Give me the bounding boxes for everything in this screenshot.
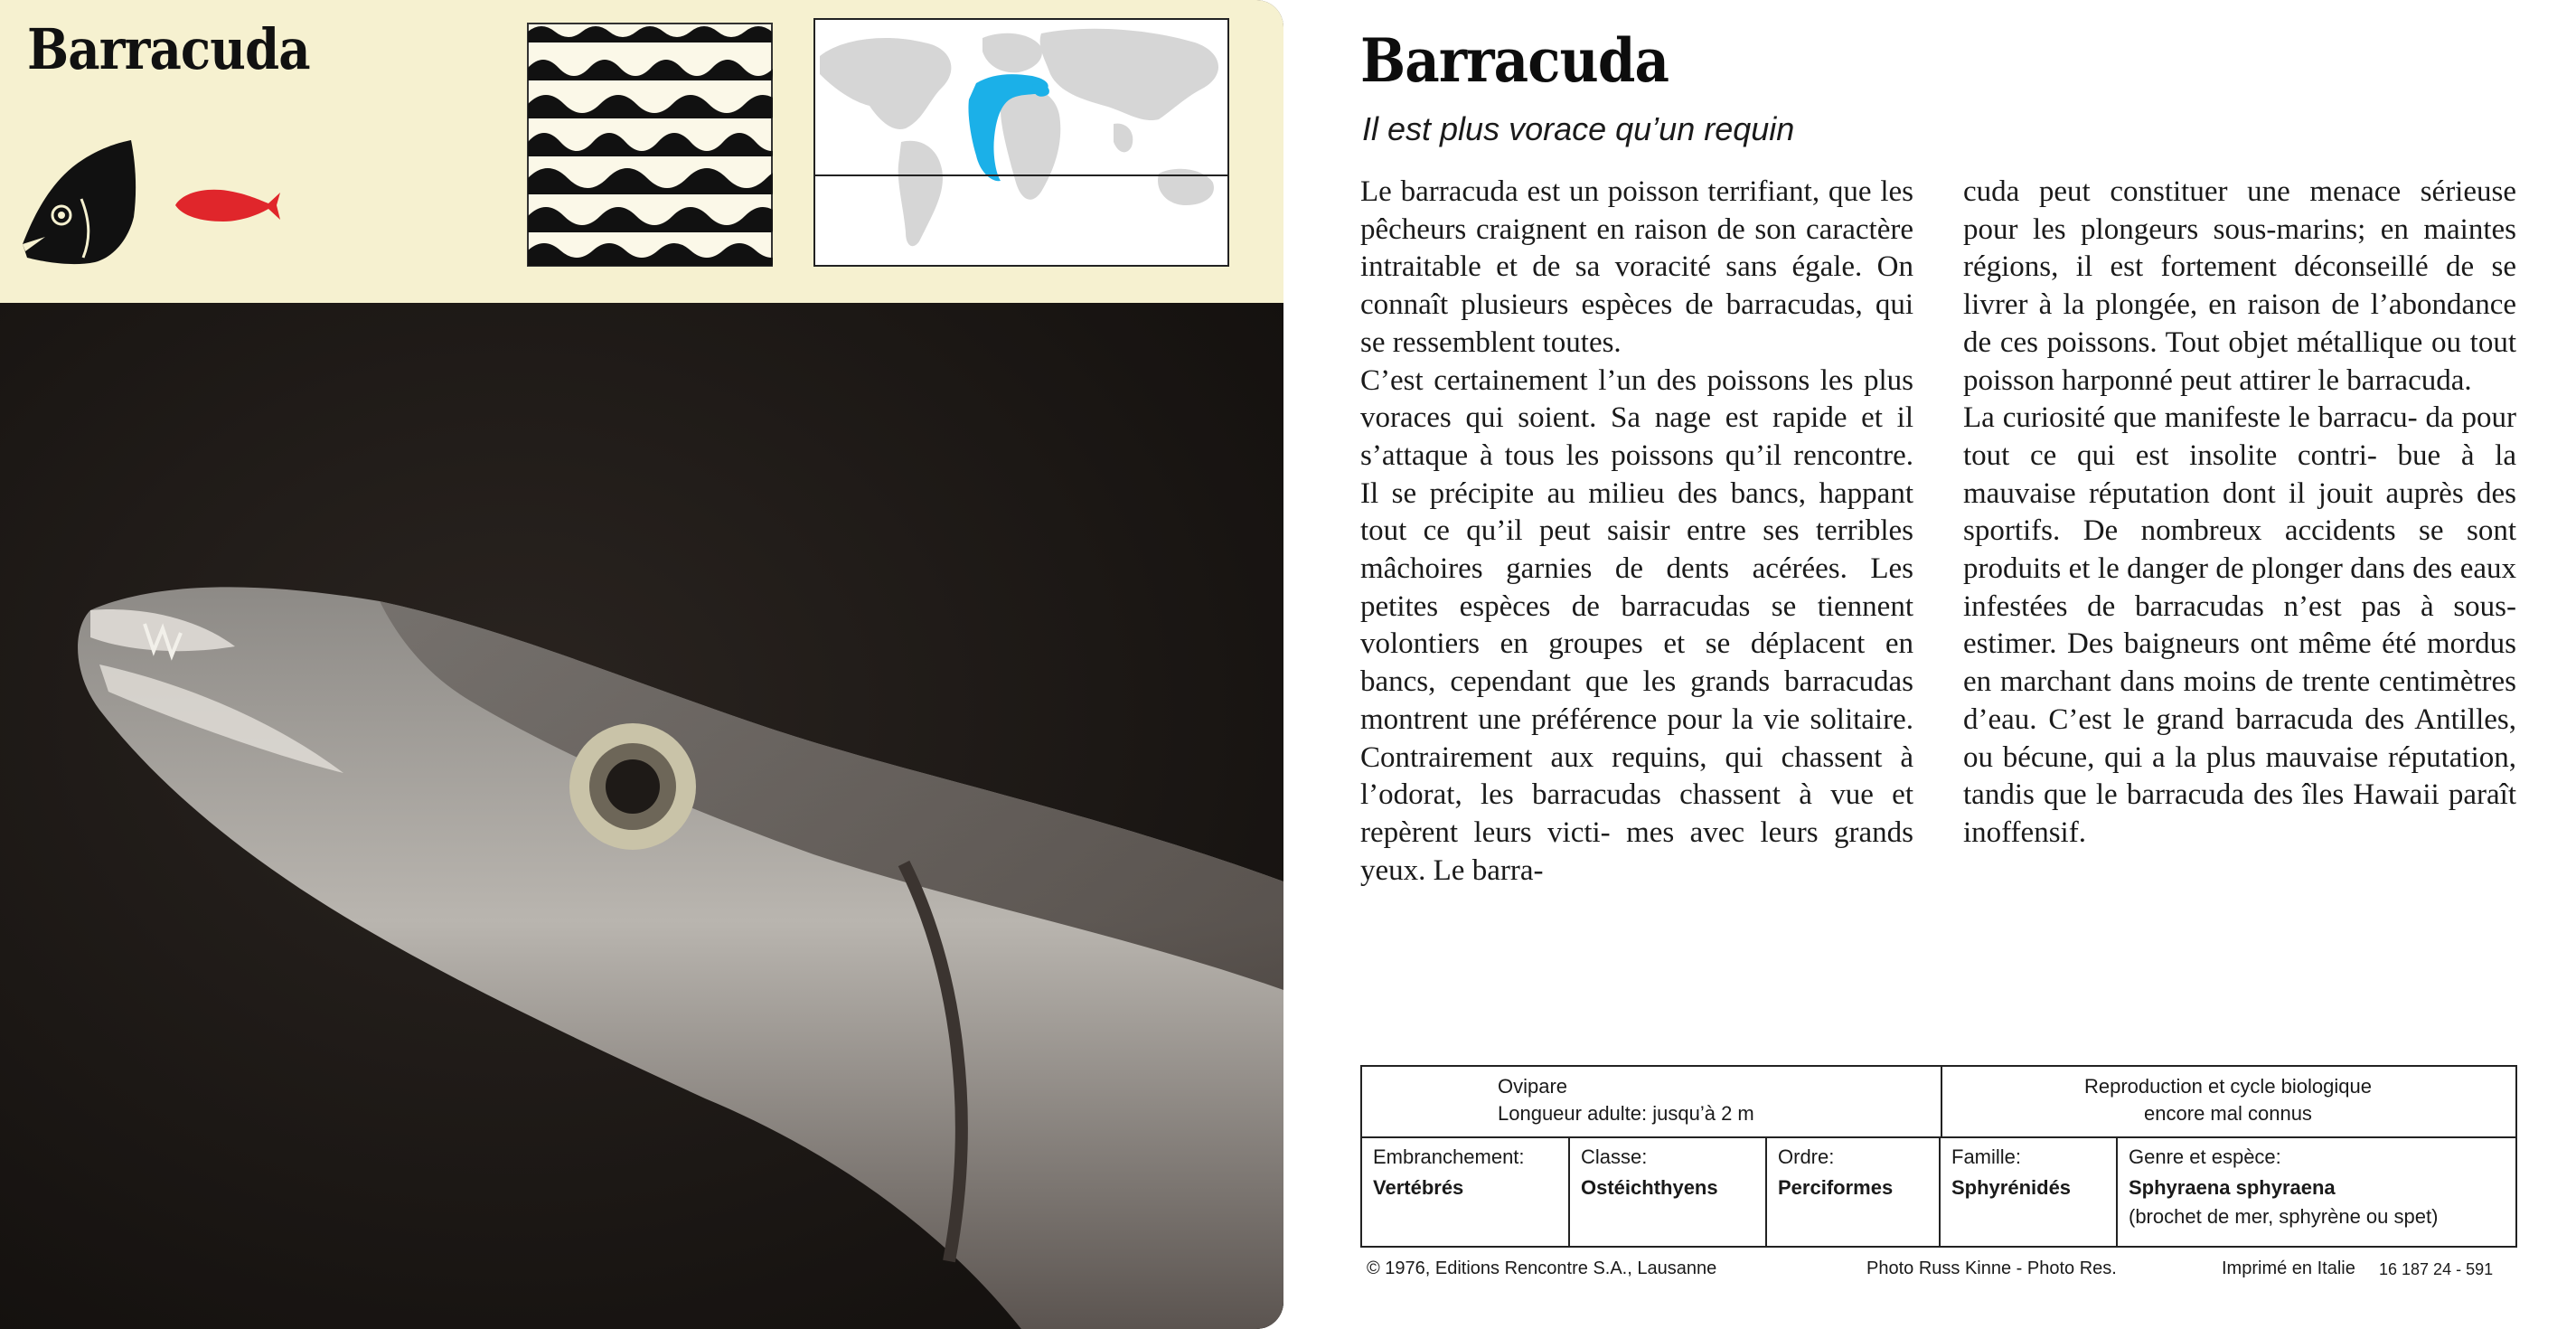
- photo-credit: Photo Russ Kinne - Photo Res.: [1866, 1258, 2117, 1278]
- table-cell-ordre: [1767, 1136, 1941, 1248]
- barracuda-photo: [0, 303, 1283, 1329]
- card-code: 16 187 24 - 591: [2379, 1260, 2494, 1278]
- paragraph: cuda peut constituer une menace sérieuse pour les plongeurs sous-marins; en maintes régions, il est fortement déconseillé de se livrer à la plongée, en raison de l’abondance de ces poissons. Tout objet métallique ou tout poisson harponné peut attirer le barracuda.: [1963, 175, 2516, 397]
- classification-table: [1360, 1065, 2517, 1248]
- cell-label: Famille:: [1951, 1145, 2022, 1168]
- page-title: Barracuda: [1360, 25, 1669, 96]
- reproduction-note: encore mal connus: [2144, 1102, 2312, 1125]
- ovipare-label: Ovipare: [1498, 1075, 1568, 1098]
- table-cell-famille: [1941, 1136, 2118, 1248]
- cell-label: Classe:: [1581, 1145, 1648, 1168]
- cell-value: Sphyrénidés: [1951, 1176, 2072, 1199]
- copyright-text: © 1976, Editions Rencontre S.A., Lausanne: [1367, 1258, 1717, 1278]
- cell-label: Genre et espèce:: [2129, 1145, 2281, 1168]
- paragraph: La curiosité que manifeste le barracu- da pour tout ce qui est insolite contri- bue à la mauvaise réputation dont il jouit auprès des sportifs. De nombreux accidents se sont produits et le danger de plonger dans des eaux infestées de barracudas n’est pas à sous-estimer. Des baigneurs ont même été mordus en marchant dans moins de trente centimètres d’eau. C’est le grand barracuda des Antilles, ou bécune, qui a la plus mauvaise réputation, tandis que le barracuda des îles Hawaii paraît inoffensif.: [1963, 401, 2516, 849]
- cell-value: Sphyraena sphyraena: [2129, 1176, 2336, 1199]
- cell-label: Embranchement:: [1373, 1145, 1525, 1168]
- text-column-2: [1963, 174, 2516, 853]
- card-header: [0, 0, 1283, 303]
- text-column-1: [1360, 174, 1913, 890]
- wave-pattern-icon: [527, 23, 773, 267]
- cell-value: Perciformes: [1778, 1176, 1894, 1199]
- species-card: [0, 0, 1283, 1329]
- table-cell-classe: [1570, 1136, 1767, 1248]
- red-small-fish-icon: [174, 185, 282, 226]
- table-cell-reproduction: [1941, 1067, 2515, 1136]
- table-cell-genre: [2118, 1136, 2515, 1248]
- world-map-icon: [815, 20, 1229, 267]
- fish-head-icon: [18, 136, 140, 267]
- cell-value: Ostéichthyens: [1581, 1176, 1718, 1199]
- cell-value: Vertébrés: [1373, 1176, 1464, 1199]
- table-cell-embranchement: [1362, 1136, 1570, 1248]
- distribution-map: [813, 18, 1229, 267]
- length-label: Longueur adulte: jusqu’à 2 m: [1498, 1102, 1754, 1125]
- reproduction-label: Reproduction et cycle biologique: [2084, 1075, 2372, 1098]
- table-cell-biology: [1362, 1067, 1942, 1136]
- card-title: Barracuda: [27, 16, 310, 82]
- common-names: (brochet de mer, sphyrène ou spet): [2129, 1205, 2439, 1228]
- page-subtitle: Il est plus vorace qu’un requin: [1362, 110, 1795, 147]
- table-row: [1362, 1067, 2515, 1138]
- printed-in: Imprimé en Italie: [2222, 1258, 2355, 1278]
- paragraph: C’est certainement l’un des poissons les plus voraces qui soient. Sa nage est rapide et il s’attaque à tous les poissons qu’il rencontre. Il se précipite au milieu des bancs, happant tout ce qu’il peut saisir entre ses terribles mâchoires garnies de dents acérées. Les petites espèces de barracudas se tiennent volontiers en groupes et se déplacent en bancs, cependant que les grands barracudas montrent une préférence pour la vie solitaire. Contrairement aux requins, qui chassent à l’odorat, les barracudas chassent à vue et repèrent leurs victi- mes avec leurs grands yeux. Le barra-: [1360, 363, 1913, 887]
- cell-label: Ordre:: [1778, 1145, 1835, 1168]
- paragraph: Le barracuda est un poisson terrifiant, que les pêcheurs craignent en raison de son caractère intraitable et de sa voracité sans égale. On connaît plusieurs espèces de barracudas, qui se ressemblent toutes.: [1360, 175, 1913, 359]
